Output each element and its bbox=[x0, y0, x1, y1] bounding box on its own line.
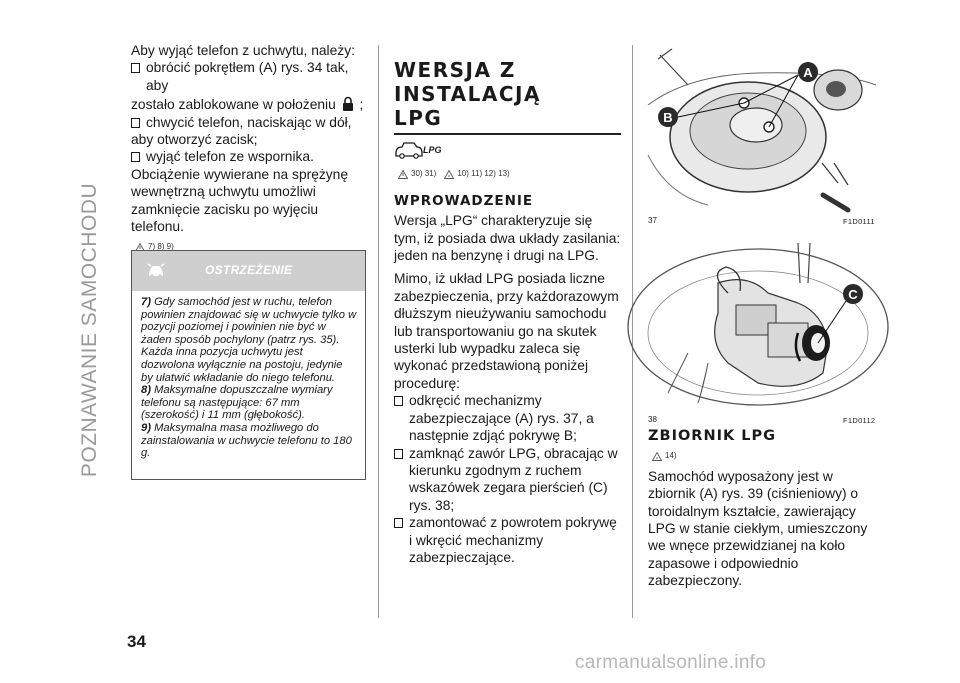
page-number: 34 bbox=[127, 632, 146, 651]
svg-text:B: B bbox=[663, 110, 673, 125]
list-item-text: ; bbox=[359, 97, 364, 113]
lpg-valve-drawing bbox=[648, 243, 876, 411]
warning-note bbox=[141, 384, 357, 422]
warning-box bbox=[131, 250, 366, 480]
note-text: Maksymalne dopuszczalne wymiary telefonu są następujące: 67 mm (szerokość) i 11 mm (głębokość). bbox=[141, 384, 333, 422]
left-column bbox=[131, 42, 367, 256]
warning-title: OSTRZEŻENIE bbox=[205, 263, 293, 277]
bullet-box-icon bbox=[394, 518, 403, 528]
lpg-logo-icon bbox=[394, 139, 442, 161]
warning-note bbox=[141, 422, 357, 460]
warning-body bbox=[132, 291, 365, 460]
svg-text:C: C bbox=[848, 287, 858, 302]
lpg-tank-cover-drawing bbox=[648, 45, 876, 212]
note-reference-text: 7) 8) 9) bbox=[148, 242, 174, 252]
note-reference-text: 30) 31) bbox=[411, 169, 437, 179]
note-references bbox=[652, 447, 880, 464]
list-item-text: zamknąć zawór LPG, obracając w kierunku zgodnym z ruchem wskazówek zegara pierścień (C) rys. 38; bbox=[409, 445, 618, 513]
list-item-text: zamontować z powrotem pokrywę i wkręcić mechanizmy zabezpieczające. bbox=[409, 515, 617, 565]
padlock-icon bbox=[342, 96, 354, 112]
bullet-box-icon bbox=[131, 118, 140, 128]
body-paragraph: Mimo, iż układ LPG posiada liczne zabezpieczenia, przy każdorazowym dłuższym nieużywaniu samochodu lub transportowaniu go na skutek usterki lub wypadku zaleca się wykonać przedstawioną poniżej procedurę: bbox=[394, 271, 619, 391]
heading-rule bbox=[394, 133, 621, 135]
bullet-box-icon bbox=[394, 396, 403, 406]
note-text: Gdy samochód jest w ruchu, telefon powinien znajdować się w uchwycie tylko w pozycji poziomej i powinien nie być w żaden sposób pochylony (patrz rys. 35). Każda inna pozycja uchwytu jest dozwolona wyłącznie na postoju, jedynie by ułatwić wkładanie do niego telefonu. bbox=[141, 296, 357, 384]
figure-37-illustration bbox=[648, 45, 876, 212]
warning-triangle-icon bbox=[398, 170, 408, 179]
list-item bbox=[131, 59, 367, 94]
list-item-text: odkręcić mechanizmy zabezpieczające (A) rys. 37, a następnie zdjąć pokrywę B; bbox=[409, 393, 594, 444]
figure-code: F1D0112 bbox=[843, 416, 876, 425]
right-column bbox=[648, 428, 880, 590]
note-number: 9) bbox=[141, 421, 151, 434]
list-item-text: obrócić pokrętłem (A) rys. 34 tak, aby bbox=[146, 60, 349, 93]
intro-text: Aby wyjąć telefon z uchwytu, należy: bbox=[131, 43, 355, 58]
note-references bbox=[398, 165, 622, 182]
body-paragraph: Samochód wyposażony jest w zbiornik (A) rys. 39 (ciśnieniowy) o toroidalnym kształcie, zawierający LPG w stanie ciekłym, umieszczony we wnęce przewidzianej na koło zapasowe i odpowiednio zabezpieczony. bbox=[648, 468, 868, 589]
list-item bbox=[131, 148, 367, 165]
list-item-continuation bbox=[131, 96, 367, 113]
note-reference-text: 10) 11) 12) 13) bbox=[457, 169, 510, 179]
list-item bbox=[394, 392, 622, 444]
list-item-continuation: aby otworzyć zacisk; bbox=[131, 132, 258, 148]
list-item-text: zostało zablokowane w położeniu bbox=[131, 97, 336, 113]
svg-text:A: A bbox=[803, 65, 813, 80]
figure-38-illustration bbox=[648, 243, 876, 411]
caution-triangle-icon bbox=[652, 452, 662, 461]
body-paragraph: Wersja „LPG“ charakteryzuje się tym, iż posiada dwa układy zasilania: jeden na benzynę i drugi na LPG. bbox=[394, 213, 621, 264]
warning-note bbox=[141, 296, 357, 384]
watermark: carmanualsonline.info bbox=[575, 652, 767, 673]
section-heading: ZBIORNIK LPG bbox=[648, 428, 777, 444]
figure-number: 37 bbox=[648, 216, 657, 225]
figure-code: F1D0111 bbox=[843, 217, 875, 226]
subsection-heading: WPROWADZENIE bbox=[394, 192, 534, 209]
column-divider-1 bbox=[378, 45, 379, 618]
body-paragraph: Obciążenie wywierane na sprężynę wewnętrzną uchwytu umożliwi zamknięcie zacisku po wyjęciu telefonu. bbox=[131, 166, 349, 235]
note-reference-text: 14) bbox=[665, 451, 677, 461]
bullet-box-icon bbox=[131, 152, 140, 162]
note-number: 8) bbox=[141, 384, 151, 397]
figure-number: 38 bbox=[648, 415, 657, 424]
list-item bbox=[394, 514, 622, 566]
svg-text:LPG: LPG bbox=[423, 145, 442, 155]
note-number: 7) bbox=[141, 296, 151, 308]
warning-header bbox=[132, 251, 365, 291]
bullet-box-icon bbox=[131, 63, 140, 73]
caution-triangle-icon bbox=[444, 170, 454, 179]
section-heading: WERSJA Z INSTALACJĄ LPG bbox=[394, 58, 541, 130]
middle-column bbox=[394, 58, 622, 566]
note-text: Maksymalna masa możliwego do zainstalowania w uchwycie telefonu to 180 g. bbox=[141, 421, 352, 460]
bullet-box-icon bbox=[394, 449, 403, 459]
list-item bbox=[394, 445, 622, 515]
side-section-title: POZNAWANIE SAMOCHODU bbox=[78, 182, 101, 478]
car-warning-icon bbox=[146, 260, 166, 280]
list-item-text: chwycić telefon, naciskając w dół, bbox=[146, 114, 352, 130]
list-item-text: wyjąć telefon ze wspornika. bbox=[146, 149, 314, 165]
list-item bbox=[131, 114, 367, 131]
column-divider-2 bbox=[632, 45, 633, 618]
